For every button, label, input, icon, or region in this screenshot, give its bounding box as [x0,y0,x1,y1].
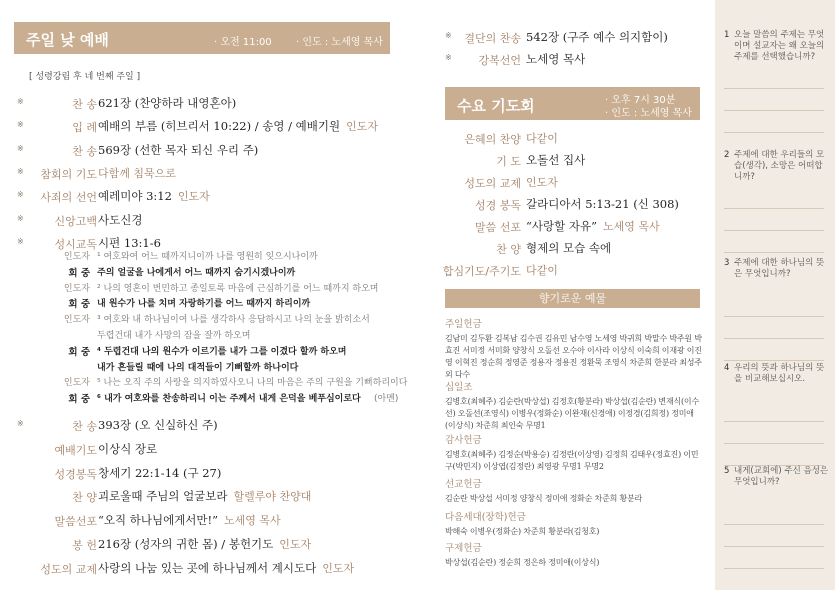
responsive-line [17,359,397,375]
offering-section [445,316,703,381]
responsive-speaker: 인도자 [63,315,90,326]
order-value: 노세영 목사 [526,52,586,66]
question-text: 오늘 말씀의 주제는 무엇이며 설교자는 왜 오늘의 주제를 선택했습니까? [734,30,825,62]
wednesday-value: “사랑할 자유” 노세영 목사 [526,219,660,233]
wednesday-item [445,195,705,215]
order-label: 찬 송 [72,98,97,111]
order-person: 인도자 [177,190,210,204]
responsive-text: 내가 흔들릴 때에 나의 대적들이 기뻐할까 하나이다 [97,362,299,373]
order-mark: ※ [17,419,24,428]
question-item [724,466,830,488]
offering-section [445,509,703,538]
question-item [724,30,830,63]
responsive-speaker: 회 중 [68,267,90,279]
responsive-text: ² 나의 영혼이 번민하고 종일토록 마음에 근심하기를 어느 때까지 하오며 [97,283,379,294]
offering-heading: 다음세대(장학)헌금 [445,512,526,523]
order-value: 621장 (찬양하라 내영혼아) [98,96,237,110]
order-person: 인도자 [279,538,312,551]
wednesday-item [445,151,705,171]
sunday-leader: · 인도 : 노세영 목사 [296,37,383,48]
order-person: 노세영 목사 [224,514,281,528]
offering-heading: 구제헌금 [445,543,482,554]
order-value: 216장 (성자의 귀한 몸) / 봉헌기도 인도자 [98,537,312,551]
order-item [17,535,397,555]
answer-line [724,360,824,361]
responsive-line [17,295,397,311]
offering-names: 김순란 박상섭 서미정 양창식 정미애 정화순 차준희 황분라 [445,494,643,503]
order-person: 다함께 침묵으로 [98,166,176,180]
order-value: 창세기 22:1-14 (구 27) [98,465,222,480]
responsive-text: ⁶ 내가 여호와를 찬송하리니 이는 주께서 내게 은덕을 베푸심이로다 [97,394,361,405]
order-item [17,94,397,114]
responsive-line [17,390,397,406]
wednesday-label: 성경 봉독 [474,199,521,212]
responsive-speaker: 인도자 [63,252,90,262]
question-item [724,258,830,280]
order-item [17,440,397,460]
order-mark: ※ [17,97,24,106]
wednesday-label: 은혜의 찬양 [464,133,521,146]
order-mark: ※ [17,213,24,223]
question-number: 5 [724,466,730,476]
wednesday-title: 수요 기도회 [457,97,535,115]
week-label: [ 성령강림 후 네 번째 주일 ] [29,72,141,82]
responsive-text: ⁴ 두렵건대 나의 원수가 이르기를 내가 그를 이겼다 할까 하오며 [97,346,347,357]
answer-line [724,546,824,547]
order-item [17,559,397,579]
order-label: 성도의 교제 [40,562,97,576]
responsive-text: 주의 얼굴을 나에게서 어느 때까지 숨기시겠나이까 [97,267,296,278]
order-person: 인도자 [322,561,355,575]
offering-section [445,379,703,432]
order-item [17,487,397,507]
order-value: 괴로울때 주님의 얼굴보라 할렐루야 찬양대 [98,489,312,504]
order-label: 결단의 찬송 [464,32,521,45]
responsive-speaker: 회 중 [68,394,90,406]
question-item [724,363,830,385]
order-label: 예배기도 [54,443,97,457]
order-label: 찬 양 [72,491,97,505]
wednesday-value: 오돌선 집사 [526,153,586,167]
wednesday-item [445,173,705,193]
responsive-line [17,374,408,390]
question-number: 3 [724,258,730,268]
answer-line [724,568,824,569]
wednesday-value: 형제의 모습 속에 [526,241,612,255]
order-value: 569장 (선한 목자 되신 우리 주) [98,142,259,157]
order-value: 사랑의 나눔 있는 곳에 하나님께서 계시도다 인도자 [98,560,355,575]
order-mark: ※ [17,190,24,200]
responsive-line [17,280,397,296]
offering-heading: 십일조 [445,382,473,393]
wednesday-label: 기 도 [496,155,521,168]
offering-heading: 감사헌금 [445,435,482,446]
wednesday-item [445,129,705,149]
order-item [445,28,705,48]
order-item [17,416,397,436]
order-label: 신앙고백 [54,214,97,228]
order-label: 찬 송 [72,144,97,158]
order-person: 인도자 [346,120,378,134]
question-number: 1 [724,30,730,40]
answer-line [724,132,824,133]
offering-names: 박해숙 이병우(정화순) 차준희 황분라(김청호) [445,527,600,536]
answer-line [724,230,824,231]
question-number: 4 [724,363,730,373]
answer-line [724,338,824,339]
wednesday-value: 다같이 [526,132,558,145]
responsive-text: ⁵ 나는 오직 주의 사랑을 의지하였사오니 나의 마음은 주의 구원을 기뻐하리이다 [97,378,408,389]
wednesday-label: 합심기도/주기도 [442,265,521,278]
offering-names: 김병호(최혜주) 김정순(박용승) 김정란(이상영) 김정희 김태우(정효진) 이민구(박민지) 이상엽(김정란) 최영광 무명1 무명2 [445,450,699,471]
order-item [17,211,397,231]
order-item [17,511,397,531]
order-label: 봉 헌 [72,539,97,552]
order-item [445,50,705,70]
order-mark: ※ [17,166,24,176]
offering-section [445,476,703,505]
answer-line [724,110,824,111]
responsive-speaker: 회 중 [68,299,90,311]
wednesday-label: 성도의 교제 [464,177,521,190]
order-item [17,117,397,137]
order-value: 예레미야 3:12 인도자 [98,189,210,204]
order-label: 사죄의 선언 [40,191,97,205]
order-value: 사도신경 [98,212,143,227]
order-value: 이상식 장로 [98,441,158,456]
answer-line [724,316,824,317]
responsive-text: 두렵건대 내가 사망의 잠을 잘까 하오며 [97,331,251,341]
sunday-title: 주일 낮 예배 [26,31,109,49]
responsive-speaker: 회 중 [68,346,90,358]
order-person: 할렐루야 찬양대 [233,490,312,504]
wednesday-leader: · 인도 : 노세영 목사 [605,108,692,119]
offering-names: 김남미 김두환 김복남 김수권 김유민 남수영 노세영 박귀희 박말수 박주원 박효진 서미정 서미화 양창식 오돌선 오수아 이사라 이상식 이숙희 이재광 이진영 이혁진 정순희 정영준 정용자 정용진 정환묵 조영식 차준희 한분라 최성주 외 다수 [445,334,702,379]
question-item [724,150,830,183]
order-value: 예배의 부름 (히브리서 10:22) / 송영 / 예배기원 인도자 [98,119,378,134]
responsive-line [17,343,397,359]
sunday-time: · 오전 11:00 [214,37,272,48]
question-text: 주제에 대한 하나님의 뜻은 무엇입니까? [734,258,825,279]
offering-heading: 선교헌금 [445,479,482,490]
responsive-line [17,327,397,343]
responsive-text: (아멘) [374,394,399,405]
order-label: 성경봉독 [54,467,97,481]
order-item [17,464,397,484]
offering-names: 박상섭(김순란) 정순희 정은하 정미애(이상식) [445,558,600,567]
responsive-line [17,311,397,327]
wednesday-item [445,239,705,259]
order-item [17,187,397,207]
order-mark: ※ [445,53,452,62]
offering-names: 김병호(최혜주) 김순란(박상섭) 김정호(황분라) 박상섭(김순란) 변재식(이수선) 오돌선(조영식) 이병우(정화순) 이완재(신경애) 이정경(김희정) 정미애(이상식) 차준희 최인숙 무명1 [445,397,699,430]
responsive-line [17,248,397,264]
order-value: 시편 13:1-6 [98,235,161,250]
offering-title: 향기로운 예물 [445,289,700,308]
order-label: 찬 송 [72,420,97,433]
order-label: 성시교독 [54,237,97,251]
responsive-speaker: 인도자 [63,378,90,389]
question-number: 2 [724,150,730,160]
order-value: “오직 하나님에게서만!” 노세영 목사 [98,513,281,528]
answer-line [724,421,824,422]
answer-line [724,252,824,253]
sunday-header [14,22,390,54]
answer-line [724,208,824,209]
order-label: 강복선언 [478,54,521,67]
responsive-text: ¹ 여호와여 어느 때까지니이까 나를 영원히 잊으시나이까 [97,252,318,262]
responsive-text: 내 원수가 나를 치며 자랑하기를 어느 때까지 하리이까 [97,299,311,310]
answer-line [724,88,824,89]
question-text: 내게(교회에) 주신 음성은 무엇입니까? [734,466,829,487]
wednesday-value: 다같이 [526,264,558,277]
offering-section [445,540,703,569]
offering-heading: 주일헌금 [445,319,482,330]
order-mark: ※ [17,236,24,246]
order-value [98,165,176,181]
wednesday-value: 인도자 [526,176,558,189]
order-mark: ※ [445,31,452,40]
order-label: 말씀선포 [54,515,97,529]
wednesday-value: 갈라디아서 5:13-21 (신 308) [526,197,679,211]
wednesday-label: 찬 양 [496,243,521,256]
question-text: 주제에 대한 우리들의 모습(생각), 소망은 어떠합니까? [734,150,825,182]
order-item [17,141,397,161]
order-value: 542장 (구주 예수 의지함이) [526,30,668,44]
answer-line [724,524,824,525]
order-value: 393장 (오 신실하신 주) [98,418,218,432]
wednesday-label: 말씀 선포 [474,221,521,234]
wednesday-person: 노세영 목사 [602,220,660,233]
responsive-speaker: 인도자 [63,283,90,294]
order-label: 입 례 [72,121,97,135]
order-item [17,164,397,184]
wednesday-item [442,261,705,281]
offering-section [445,432,703,473]
order-mark: ※ [17,120,24,130]
order-mark: ※ [17,143,24,153]
wednesday-item [445,217,705,237]
answer-line [724,443,824,444]
wednesday-time: · 오후 7시 30분 [605,95,676,106]
question-text: 우리의 뜻과 하나님의 뜻을 비교해보십시오. [734,363,825,384]
wednesday-header [445,87,700,120]
responsive-text: ³ 여호와 내 하나님이여 나를 생각하사 응답하시고 나의 눈을 밝히소서 [97,315,370,326]
order-label: 참회의 기도 [40,167,97,181]
responsive-line [17,264,397,280]
